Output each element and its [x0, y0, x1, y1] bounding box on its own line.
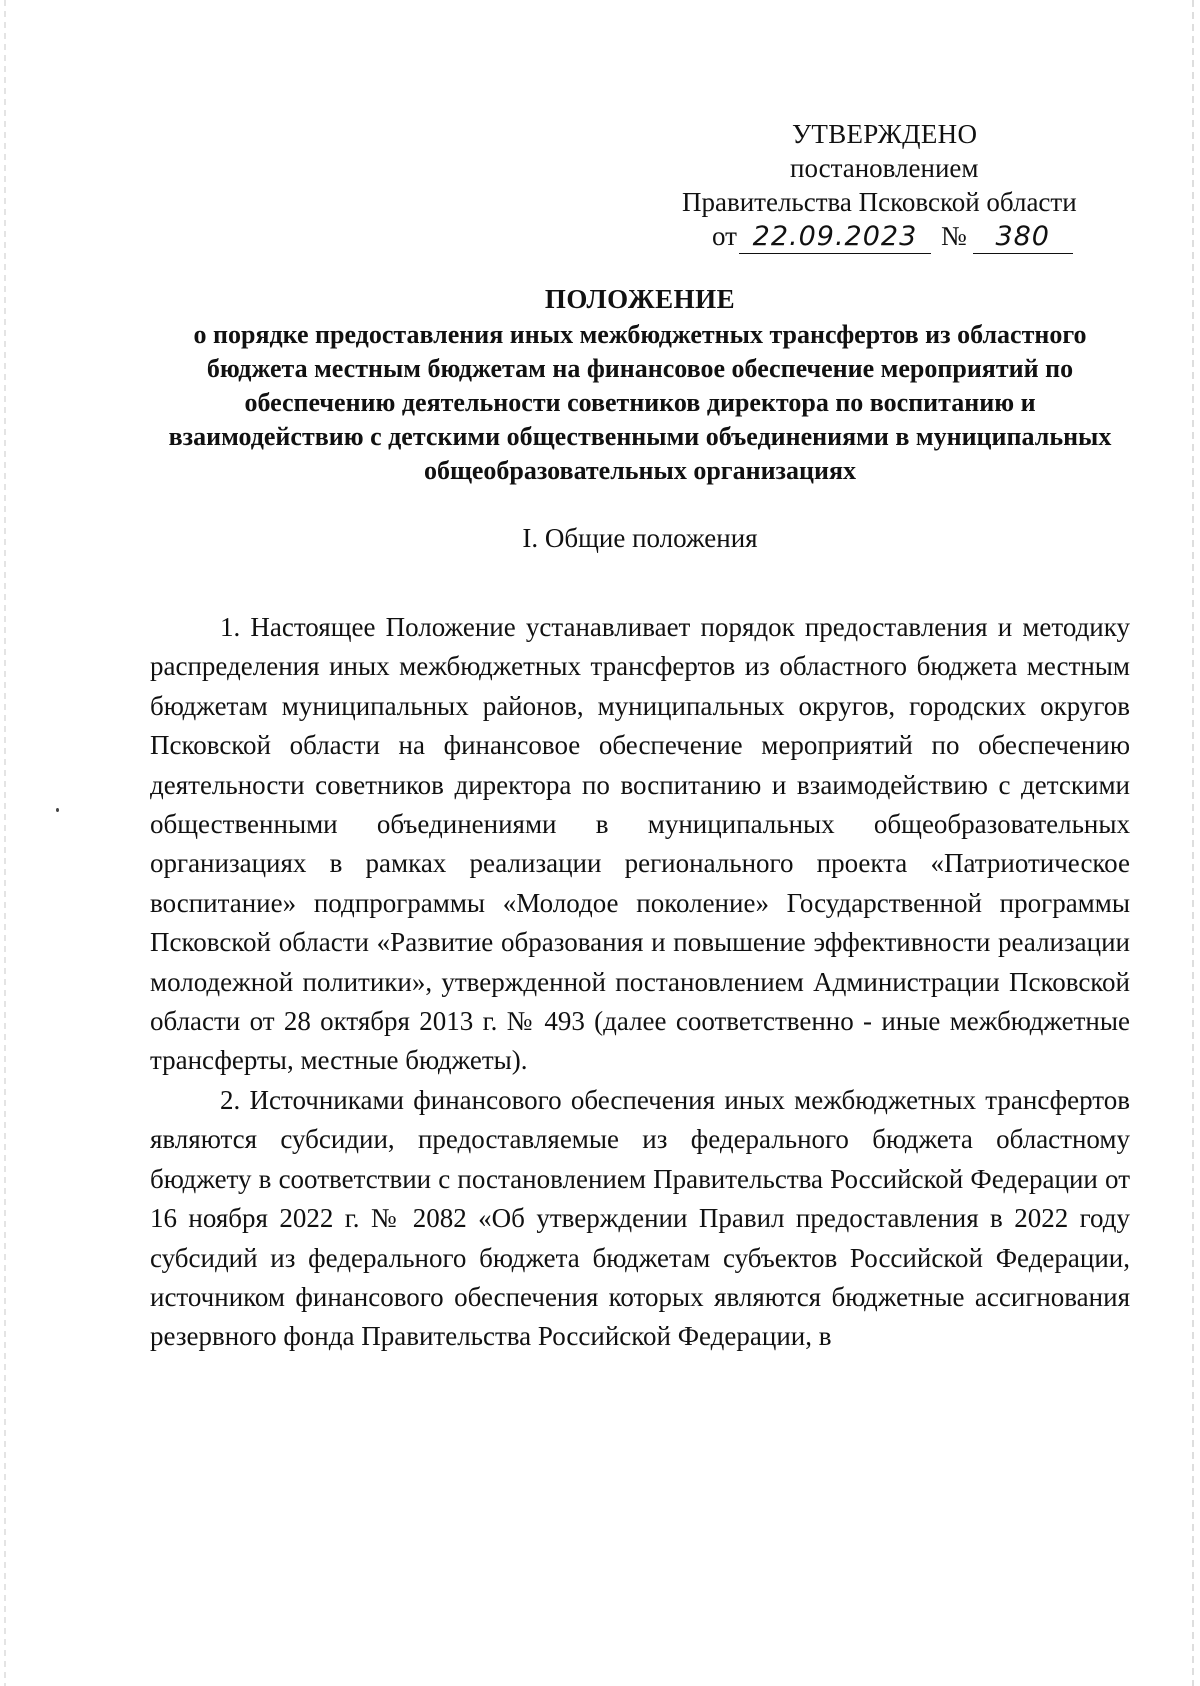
- approval-by: постановлением: [790, 153, 979, 183]
- document-subtitle: о порядке предоставления иных межбюджетных трансфертов из областного бюджета местным бюджетам на финансовое обеспечение мероприятий по обеспечению деятельности советников директора по воспитанию и взаимодействию с детскими общественными объединениями в муниципальных общеобразовательных организациях: [168, 320, 1112, 485]
- paragraph-1: 1. Настоящее Положение устанавливает порядок предоставления и методику распределения иных межбюджетных трансфертов из областного бюджета местным бюджетам муниципальных районов, муниципальных округов, городских округов Псковской области на финансовое обеспечение мероприятий по обеспечению деятельности советников директора по воспитанию и взаимодействию с детскими общественными объединениями в муниципальных общеобразовательных организациях в рамках реализации регионального проекта «Патриотическое воспитание» подпрограммы «Молодое поколение» Государственной программы Псковской области «Развитие образования и повышение эффективности реализации молодежной политики», утвержденной постановлением Администрации Псковской области от 28 октября 2013 г. № 493 (далее соответственно - иные межбюджетные трансферты, местные бюджеты).: [150, 612, 1130, 1076]
- scan-speck: [56, 808, 59, 812]
- handwritten-number: 380: [973, 220, 1073, 254]
- document-body: [150, 608, 1130, 1357]
- scan-edge-right: [1192, 0, 1194, 1686]
- date-prefix: от: [712, 221, 737, 251]
- handwritten-date: 22.09.2023: [739, 220, 931, 254]
- number-sign: №: [940, 221, 967, 251]
- document-heading: [150, 282, 1130, 488]
- paragraph-2: 2. Источниками финансового обеспечения иных межбюджетных трансфертов являются субсидии, предоставляемые из федерального бюджета областному бюджету в соответствии с постановлением Правительства Российской Федерации от 16 ноября 2022 г. № 2082 «Об утверждении Правил предоставления в 2022 году субсидий из федерального бюджета бюджетам субъектов Российской Федерации, источником финансового обеспечения которых являются бюджетные ассигнования резервного фонда Правительства Российской Федерации, в: [150, 1084, 1130, 1352]
- scan-edge-left: [4, 0, 6, 1686]
- document-title: ПОЛОЖЕНИЕ: [544, 284, 736, 314]
- approval-title: УТВЕРЖДЕНО: [792, 119, 978, 149]
- section-title: I. Общие положения: [522, 523, 758, 553]
- approval-date-row: [712, 220, 1073, 254]
- approval-government: Правительства Псковской области: [682, 187, 1077, 217]
